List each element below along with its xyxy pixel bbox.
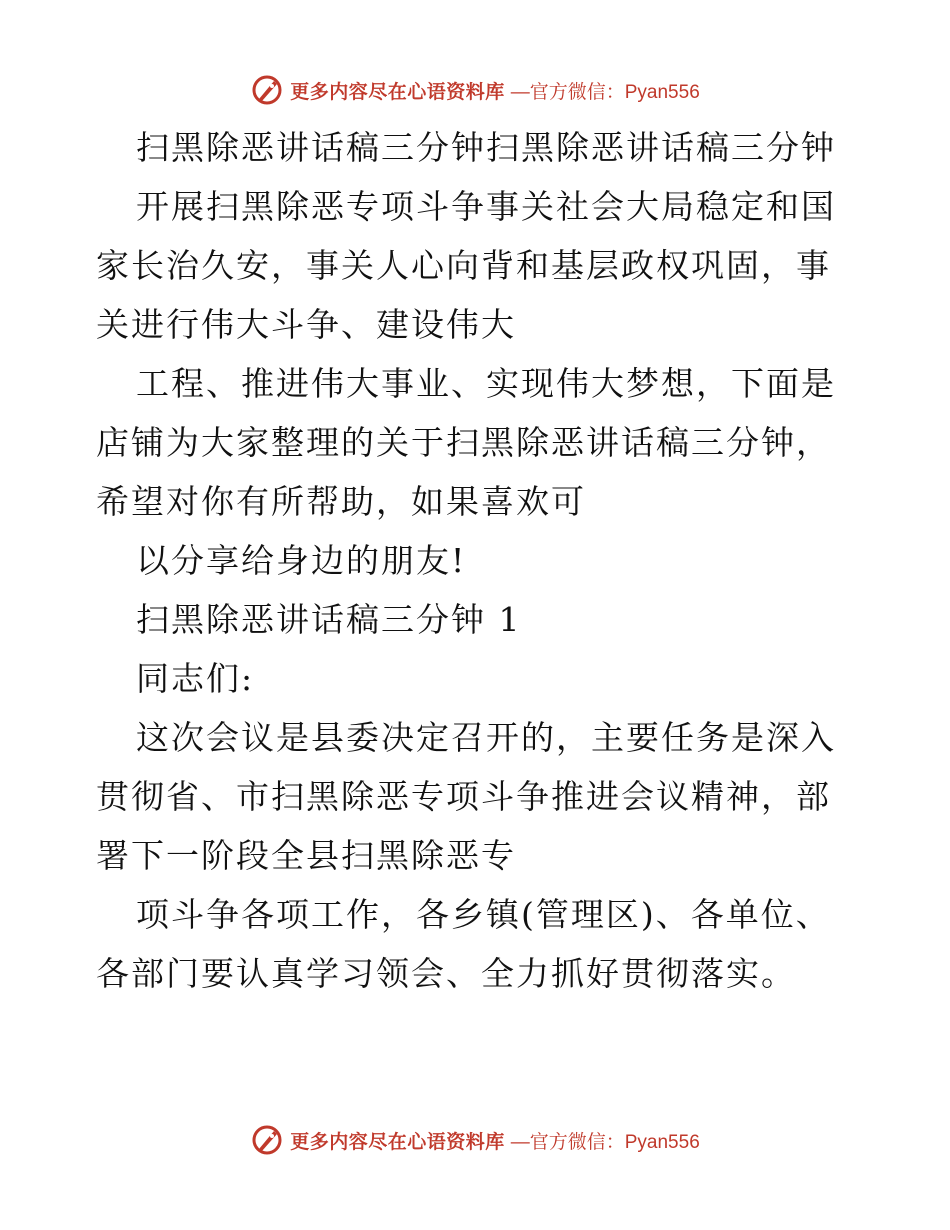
paragraph: 以分享给身边的朋友! [136,541,467,580]
pen-logo-icon [250,73,284,107]
banner-text: 更多内容尽在心语资料库 [290,80,505,103]
paragraph: 这次会议是县委决定召开的，主要任务是深入贯彻省、市扫黑除恶专项斗争推进会议精神，部署下一阶段全县扫黑除恶专 [96,718,836,875]
banner-text: 更多内容尽在心语资料库 [290,1130,505,1153]
paragraph: 同志们: [136,659,255,698]
pen-logo-icon [250,1123,284,1157]
paragraph: 开展扫黑除恶专项斗争事关社会大局稳定和国家长治久安，事关人心向背和基层政权巩固，事关进行伟大斗争、建设伟大 [96,187,836,344]
paragraph: 扫黑除恶讲话稿三分钟 1 [136,600,522,639]
header-banner [0,70,950,110]
banner-contact: —官方微信：Pyan556 [510,81,700,103]
paragraph: 项斗争各项工作，各乡镇(管理区)、各单位、各部门要认真学习领会、全力抓好贯彻落实。 [96,895,831,993]
paragraph: 扫黑除恶讲话稿三分钟扫黑除恶讲话稿三分钟 [136,128,836,167]
footer-banner [0,1120,950,1160]
document-body [96,118,856,1003]
banner-contact: —官方微信：Pyan556 [510,1131,700,1153]
paragraph: 工程、推进伟大事业、实现伟大梦想，下面是店铺为大家整理的关于扫黑除恶讲话稿三分钟，希望对你有所帮助，如果喜欢可 [96,364,836,521]
